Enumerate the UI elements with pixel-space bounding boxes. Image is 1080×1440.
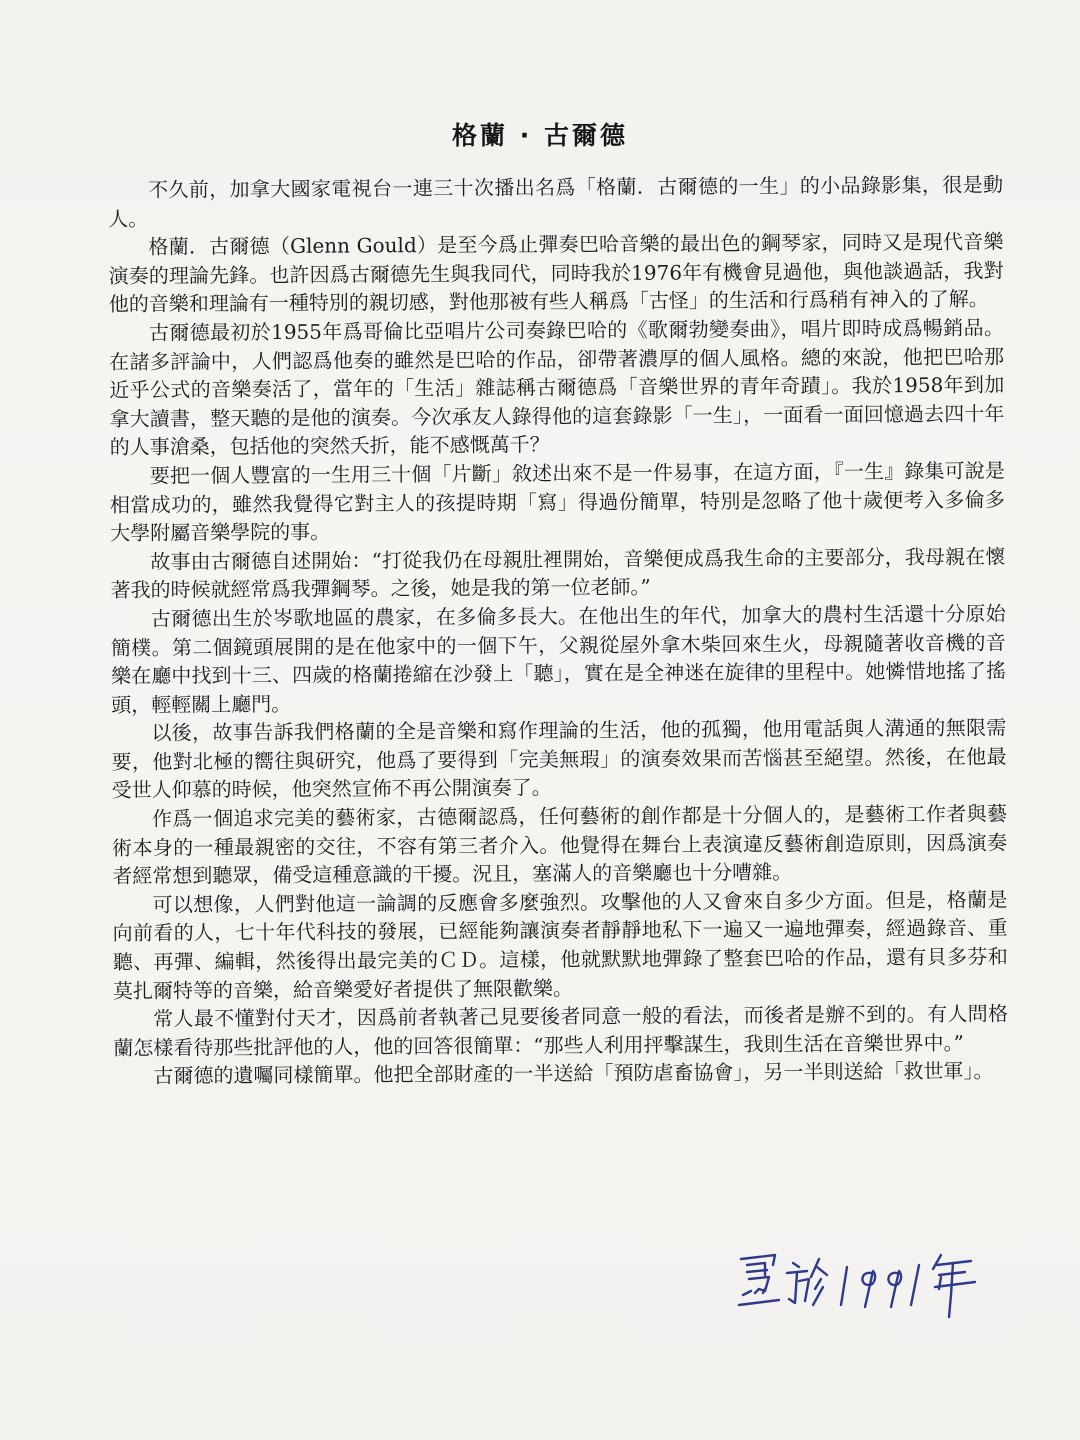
paragraph-9: 可以想像，人們對他這一論調的反應會多麼強烈。攻擊他的人又會來自多少方面。但是，格蘭是向前看的人，七十年代科技的發展，已經能夠讓演奏者靜靜地私下一遍又一遍地彈奏，經過錄音、重聽、再彈、編輯，然後得出最完美的ＣＤ。這樣，他就默默地彈錄了整套巴哈的作品，還有貝多芬和莫扎爾特等的音樂，給音樂愛好者提供了無限歡樂。 [112, 887, 1008, 1003]
paragraph-7: 以後，故事告訴我們格蘭的全是音樂和寫作理論的生活，他的孤獨，他用電話與人溝通的無限需要，他對北極的嚮往與研究，他爲了要得到「完美無瑕」的演奏效果而苦惱甚至絕望。然後，在他最受世人仰慕的時候，他突然宣佈不再公開演奏了。 [111, 715, 1007, 803]
page-title: 格蘭 · 古爾德 [452, 121, 628, 150]
paragraph-4: 要把一個人豐富的一生用三十個「片斷」敘述出來不是一件易事，在這方面，『一生』錄集可說是相當成功的，雖然我覺得它對主人的孩提時期「寫」得過份簡單，特別是忽略了他十歲便考入多倫多大學附屬音樂學院的事。 [109, 458, 1006, 546]
paragraph-8: 作爲一個追求完美的藝術家，古德爾認爲，任何藝術的創作都是十分個人的，是藝術工作者與藝術本身的一種最親密的交往，不容有第三者介入。他覺得在舞台上表演違反藝術創造原則，因爲演奏者經常想到聽眾，備受這種意識的干擾。況且，塞滿人的音樂廳也十分嘈雜。 [112, 801, 1008, 889]
paragraph-11: 古爾德的遺囑同樣簡單。他把全部財產的一半送給「預防虐畜協會」，另一半則送給「救世軍」。 [153, 1059, 994, 1089]
handwritten-signature [735, 1245, 995, 1320]
paragraph-1: 不久前，加拿大國家電視台一連三十次播出名爲「格蘭．古爾德的一生」的小品錄影集，很是動人。 [108, 172, 1004, 231]
paragraph-10: 常人最不懂對付天才，因爲前者執著己見要後者同意一般的看法，而後者是辦不到的。有人問格蘭怎樣看待那些批評他的人，他的回答很簡單：“那些人利用抨擊謀生，我則生活在音樂世界中。” [113, 1001, 1009, 1060]
paragraph-2: 格蘭．古爾德（Glenn Gould）是至今爲止彈奏巴哈音樂的最出色的鋼琴家，同時又是現代音樂演奏的理論先鋒。也許因爲古爾德先生與我同代，同時我於1976年有機會見過他，與他談過話，我對他的音樂和理論有一種特別的親切感，對他那被有些人稱爲「古怪」的生活和行爲稍有神入的了解。 [108, 229, 1004, 317]
paragraph-5: 故事由古爾德自述開始：“打從我仍在母親肚裡開始，音樂便成爲我生命的主要部分，我母親在懷著我的時候就經常爲我彈鋼琴。之後，她是我的第一位老師。” [110, 544, 1006, 603]
paragraph-6: 古爾德出生於岑歌地區的農家，在多倫多長大。在他出生的年代，加拿大的農村生活還十分原始簡樸。第二個鏡頭展開的是在他家中的一個下午，父親從屋外拿木柴回來生火，母親隨著收音機的音樂在廳中找到十三、四歲的格蘭捲縮在沙發上「聽」，實在是全神迷在旋律的里程中。她憐惜地搖了搖頭，輕輕關上廳門。 [110, 601, 1007, 717]
article-body [108, 171, 1009, 1091]
paragraph-3: 古爾德最初於1955年爲哥倫比亞唱片公司奏錄巴哈的《歌爾勃變奏曲》，唱片即時成爲暢銷品。在諸多評論中，人們認爲他奏的雖然是巴哈的作品，卻帶著濃厚的個人風格。總的來說，他把巴哈那近乎公式的音樂奏活了，當年的「生活」雜誌稱古爾德爲「音樂世界的青年奇蹟」。我於1958年到加拿大讀書，整天聽的是他的演奏。今次承友人錄得他的這套錄影「一生」，一面看一面回憶過去四十年的人事滄桑，包括他的突然夭折，能不感慨萬千？ [109, 315, 1005, 460]
